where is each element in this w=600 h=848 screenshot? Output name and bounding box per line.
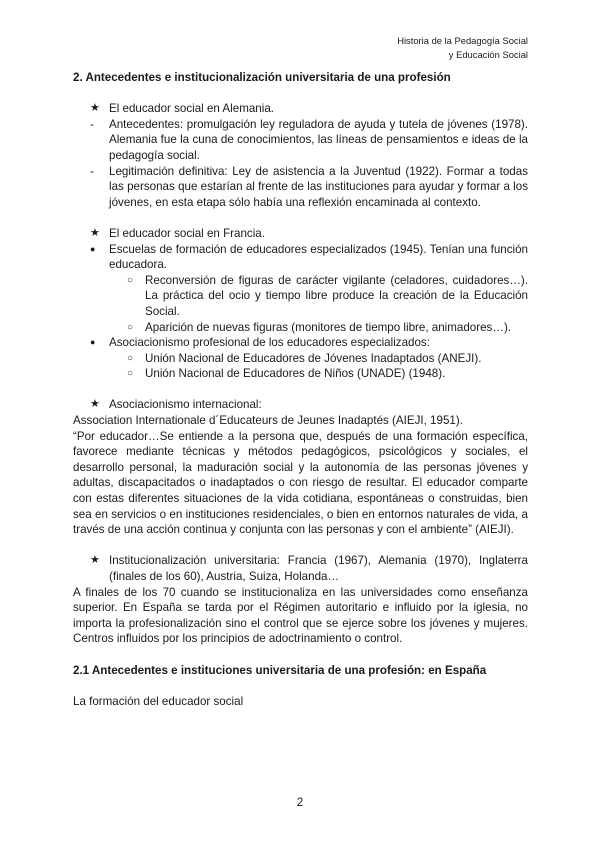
list-item: - Antecedentes: promulgación ley reguladora de ayuda y tutela de jóvenes (1978). Alemania fue la cuna de conocimientos, las líneas de pensamientos e ideas de la pedagogía social.	[90, 117, 528, 162]
germany-heading: ★ El educador social en Alemania.	[90, 102, 274, 116]
bullet-icon: ●	[90, 243, 96, 254]
circle-bullet-icon: ○	[127, 368, 134, 380]
definition-quote: “Por educador…Se entiende a la persona que, después de una formación específica, favorece mediante técnicas y métodos pedagógicos, psicológicos y sociales, el desarrollo personal, la maduración social y la autonomía de las personas jóvenes y adultas, discapacitados o inadaptados o con riesgo de resultar. El educador comparte con estas diferentes situaciones de la vida cotidiana, espontáneas o construidas, bien sea en servicios o en instituciones residenciales, o bien en entornos naturales de vida, a través de una acción continua y conjunta con las personas y con el ambiente” (AIEJI).	[73, 429, 528, 537]
dash-icon: -	[90, 164, 94, 178]
star-icon: ★	[90, 398, 100, 411]
circle-bullet-icon: ○	[127, 352, 134, 364]
bullet-icon: ●	[90, 337, 96, 348]
list-item: ○ Aparición de nuevas figuras (monitores de tiempo libre, animadores…).	[127, 320, 512, 334]
list-item: ● Escuelas de formación de educadores especializados (1945). Tenían una función educadora.	[90, 242, 528, 272]
dash-icon: -	[90, 117, 94, 131]
header-line-1: Historia de la Pedagogía Social	[397, 35, 528, 46]
list-item: ● Asociacionismo profesional de los educadores especializados:	[90, 336, 430, 350]
star-icon: ★	[90, 102, 100, 115]
running-header	[397, 34, 528, 61]
header-line-2: y Educación Social	[448, 48, 528, 60]
subsection-title: 2.1 Antecedentes e instituciones universitaria de una profesión: en España	[73, 663, 487, 677]
university-paragraph: A finales de los 70 cuando se institucionaliza en las universidades como enseñanza superior. En España se tarda por el Régimen autoritario e influido por la iglesia, no importa la profesionalización sino el control que se ejerce sobre los jóvenes y mujeres. Centros influidos por los principios de adoctrinamiento o control.	[73, 585, 528, 646]
closing-text: La formación del educador social	[73, 694, 244, 708]
list-item: ○ Reconversión de figuras de carácter vigilante (celadores, cuidadores…). La práctica del ocio y tiempo libre produce la creación de la Educación Social.	[127, 273, 528, 318]
list-item: - Legitimación definitiva: Ley de asistencia a la Juventud (1922). Formar a todas las personas que estarían al frente de las instituciones para ayudar y formar a los jóvenes, en esta etapa sólo había una reflexión encaminada al contexto.	[90, 164, 528, 209]
star-icon: ★	[90, 226, 100, 239]
france-heading: ★ El educador social en Francia.	[90, 226, 265, 240]
page-content	[73, 70, 528, 709]
list-item: ○ Unión Nacional de Educadores de Jóvenes Inadaptados (ANEJI).	[127, 351, 482, 365]
circle-bullet-icon: ○	[127, 274, 134, 286]
circle-bullet-icon: ○	[127, 321, 134, 333]
star-icon: ★	[90, 554, 100, 567]
section-title: 2. Antecedentes e institucionalización universitaria de una profesión	[73, 71, 451, 84]
list-item: ○ Unión Nacional de Educadores de Niños (UNADE) (1948).	[127, 367, 446, 381]
university-heading: ★ Institucionalización universitaria: Francia (1967), Alemania (1970), Inglaterra (finales de los 60), Austria, Suiza, Holanda…	[90, 554, 528, 583]
page-number: 2	[296, 796, 304, 809]
international-heading: ★ Asociacionismo internacional:	[90, 398, 262, 412]
organization-line: Association Internationale d´Educateurs de Jeunes Inadaptés (AIEJI, 1951).	[73, 414, 463, 428]
